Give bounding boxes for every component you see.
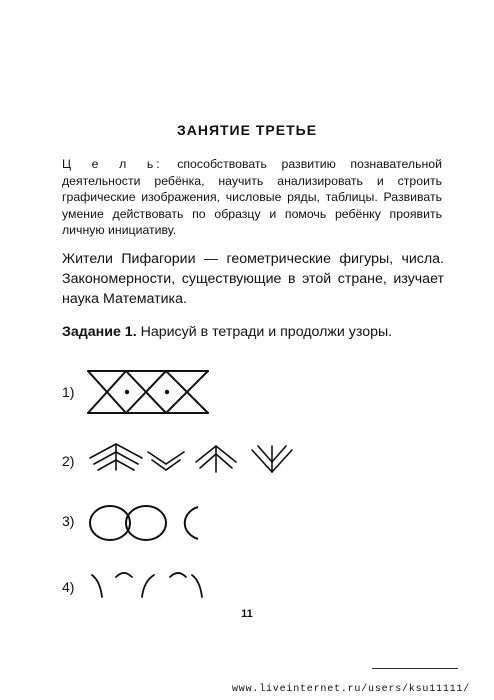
task-label: Задание 1.	[62, 324, 137, 340]
arc-pattern-icon	[86, 567, 216, 607]
pattern-number-1: 1)	[62, 384, 75, 400]
pattern-number-4: 4)	[62, 579, 75, 595]
lesson-goal	[62, 156, 442, 239]
intro-paragraph: Жители Пифагории — геометрические фигуры, числа. Закономерности, существующие в этой стране, изучает наука Математика.	[62, 251, 444, 307]
footer-rule	[372, 668, 458, 669]
fir-branch-pattern-icon	[86, 442, 296, 476]
goal-label: Ц е л ь:	[62, 157, 163, 171]
goal-text: способствовать развитию познавательной деятельности ребёнка, научить анализировать и строить графические изображения, числовые ряды, таблицы. Развивать умение действовать по образцу и помочь ребёнку проявить личную инициативу.	[62, 157, 442, 237]
pattern-number-3: 3)	[62, 513, 75, 529]
diamond-zigzag-pattern-icon	[86, 367, 216, 417]
page-number: 11	[241, 608, 253, 620]
task-1	[62, 322, 444, 342]
task-text: Нарисуй в тетради и продолжи узоры.	[136, 324, 393, 340]
watermark-url: www.liveinternet.ru/users/ksu11111/	[232, 684, 471, 695]
pattern-number-2: 2)	[62, 453, 75, 469]
lesson-title: ЗАНЯТИЕ ТРЕТЬЕ	[176, 122, 318, 138]
circle-chain-pattern-icon	[86, 503, 216, 543]
